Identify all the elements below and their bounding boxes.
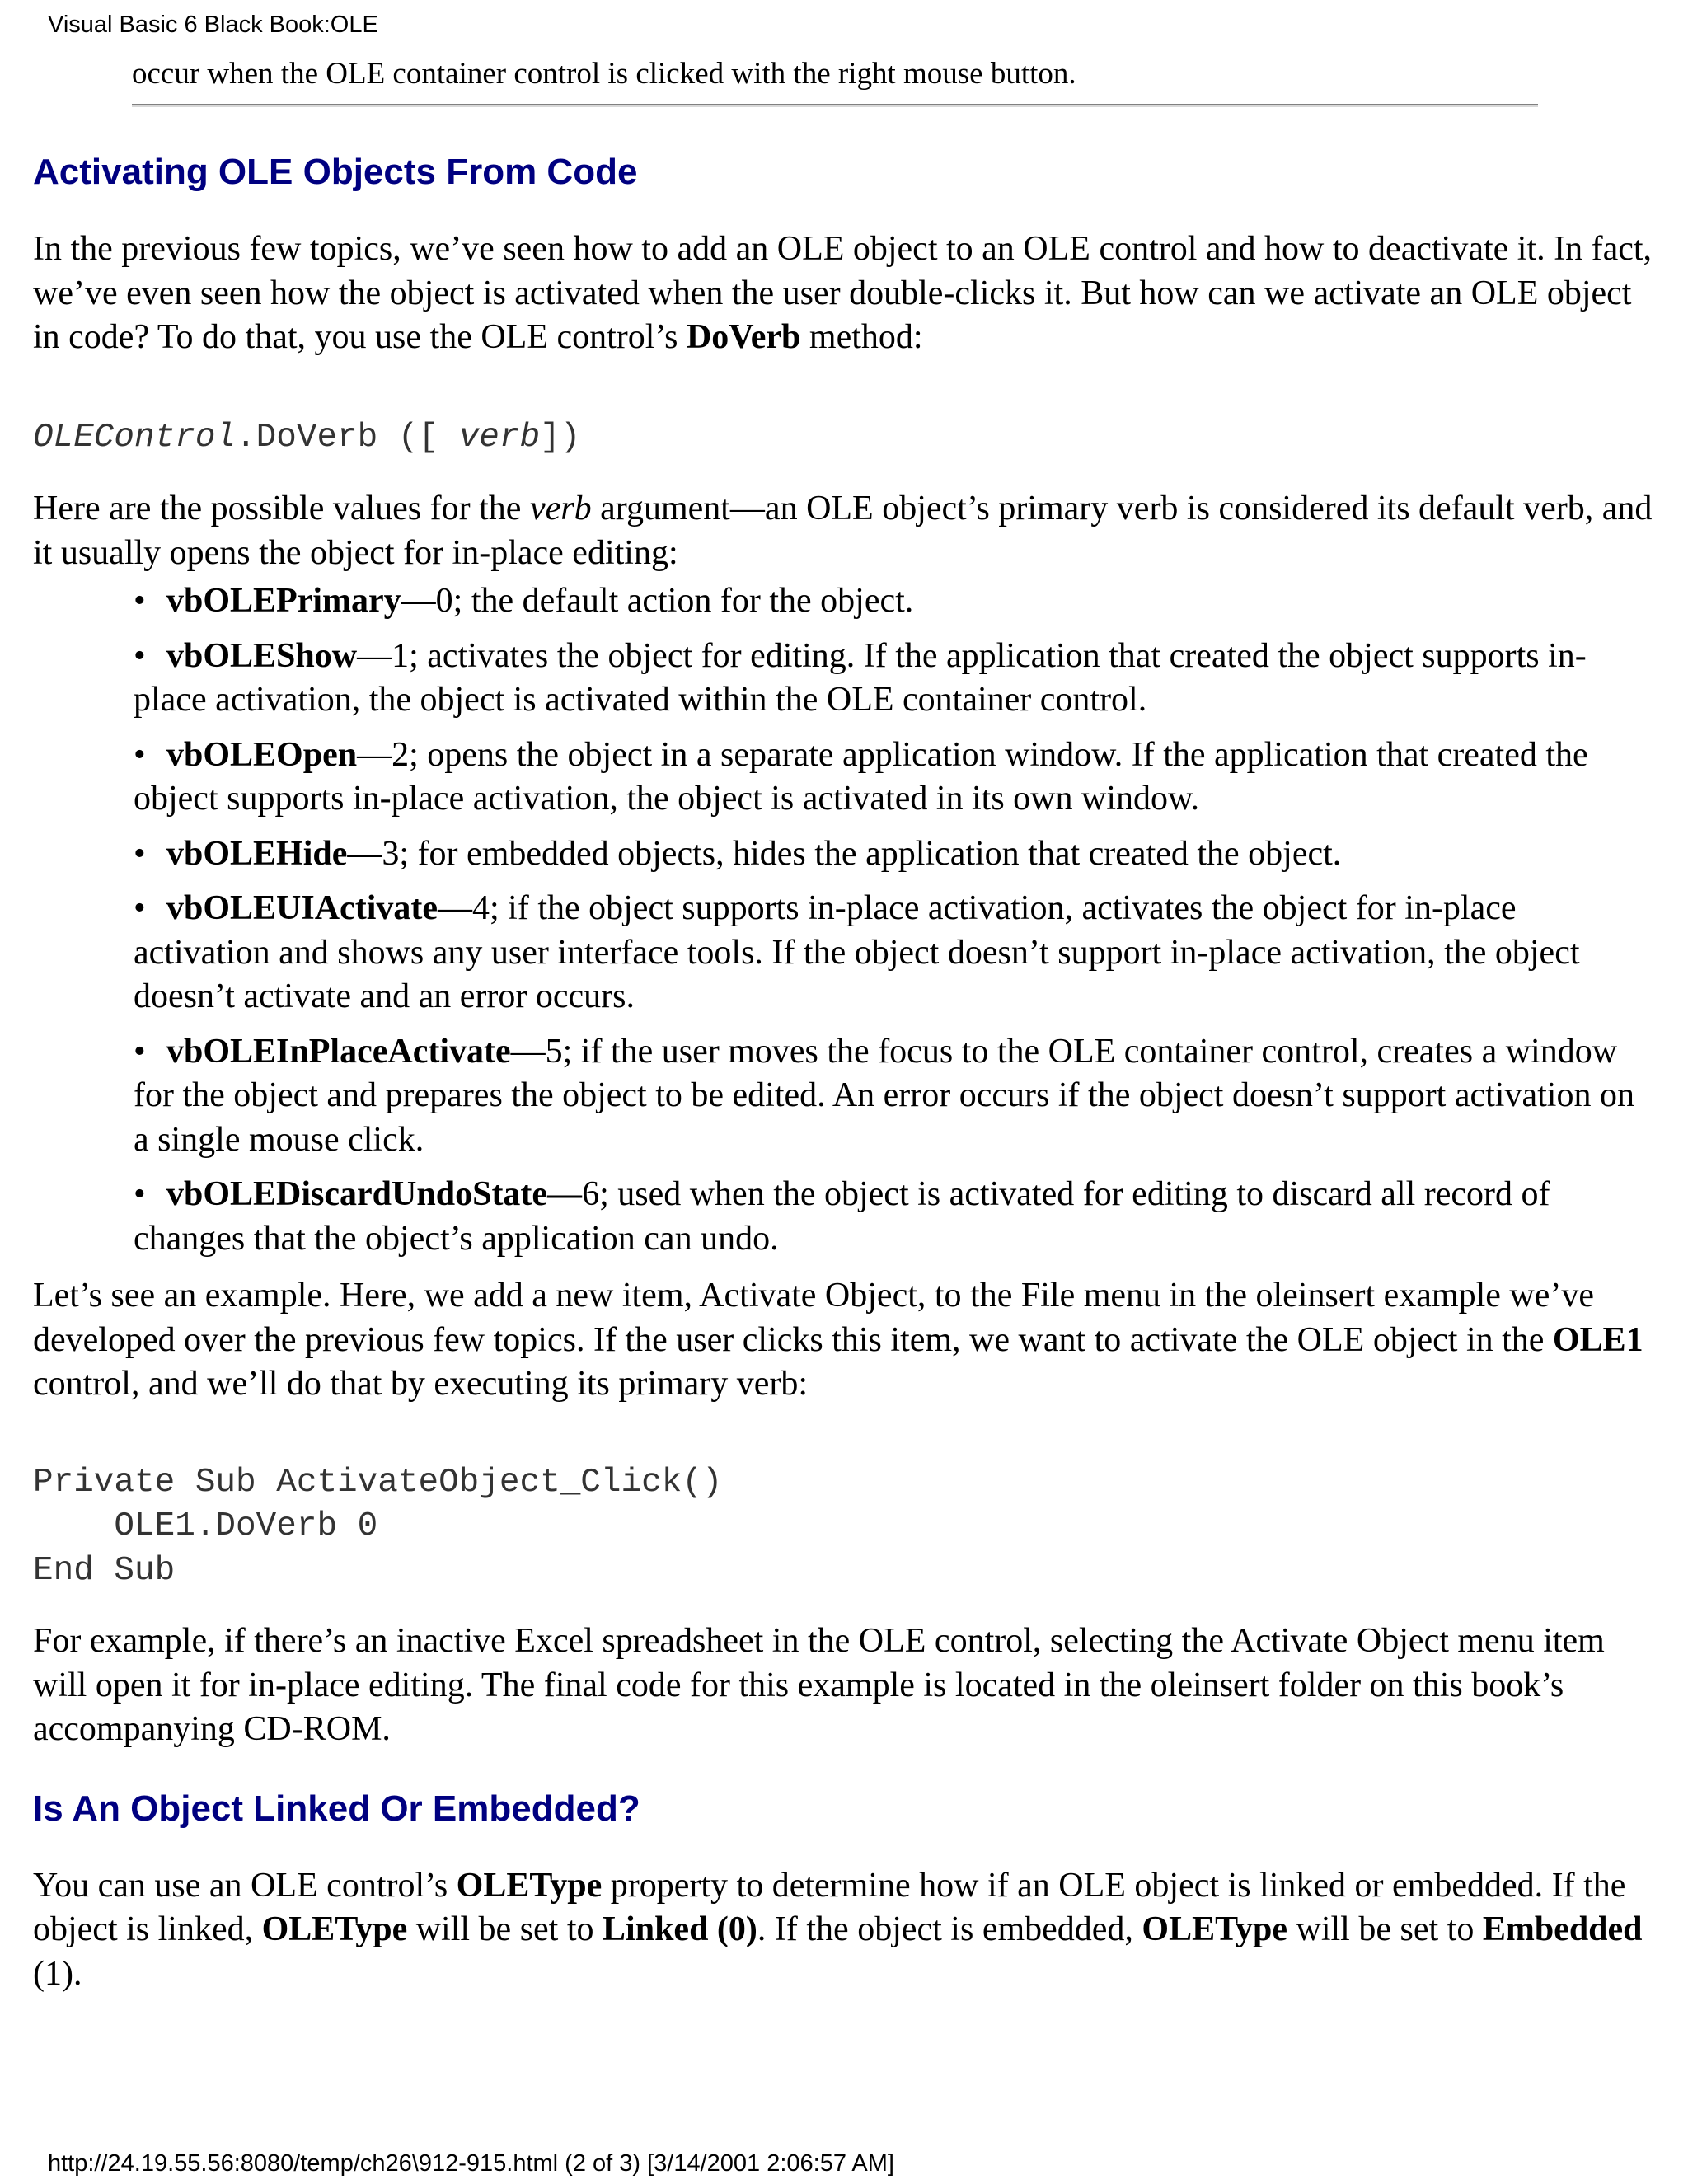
verb-intro-text-end: argument—an OLE object’s primary verb is considered its default verb, and it usually opens the object for in-place editing:	[33, 490, 1653, 572]
verb-name: vbOLEInPlaceActivate	[166, 1032, 511, 1071]
bullet: •	[134, 636, 146, 675]
verb-intro-paragraph	[33, 487, 1657, 575]
verb-desc: —0; the default action for the object.	[401, 582, 914, 620]
verb-intro-text: Here are the possible values for the	[33, 490, 530, 527]
list-item	[134, 832, 1657, 877]
bullet: •	[134, 735, 146, 774]
intro-text: In the previous few topics, we’ve seen how to add an OLE object to an OLE control and how to deactivate it. In fact, we’ve even seen how the object is activated when the user double-clicks it. But how can we activate an OLE object in code? To do that, you use the OLE control’s	[33, 230, 1653, 356]
closing-paragraph: For example, if there’s an inactive Excel spreadsheet in the OLE control, selecting the Activate Object menu item will open it for in-place editing. The final code for this example is located in the oleinsert folder on this book’s accompanying CD-ROM.	[33, 1622, 1605, 1748]
oletype-term: OLEType	[1142, 1910, 1288, 1948]
verb-name: vbOLEOpen	[166, 735, 358, 774]
verb-name: vbOLEShow	[166, 636, 358, 675]
syntax-method: .DoVerb ([	[236, 418, 459, 457]
verb-desc: —2; opens the object in a separate application window. If the application that created the object supports in-place activation, the object is activated in its own window.	[134, 735, 1588, 818]
oletype-text: . If the object is embedded,	[757, 1910, 1142, 1948]
verb-name: vbOLEHide	[166, 834, 348, 873]
verb-name: vbOLEDiscardUndoState—	[166, 1175, 583, 1213]
verb-desc: 6; used when the object is activated for editing to discard all record of changes that the object’s application can undo.	[134, 1175, 1550, 1258]
horizontal-rule	[132, 104, 1538, 107]
bullet: •	[134, 1032, 146, 1071]
list-item	[134, 1030, 1657, 1163]
oletype-text: will be set to	[407, 1910, 603, 1948]
continued-text: occur when the OLE container control is clicked with the right mouse button.	[132, 57, 1076, 91]
bullet: •	[134, 834, 146, 873]
list-item	[134, 635, 1657, 723]
oletype-text: (1).	[33, 1954, 82, 1993]
intro-paragraph	[33, 227, 1657, 360]
verb-desc: —5; if the user moves the focus to the OLE container control, creates a window for the object and prepares the object to be edited. An error occurs if the object doesn’t support activation on a single mouse click.	[134, 1032, 1634, 1159]
page-footer-url: http://24.19.55.56:8080/temp/ch26\912-915.html (2 of 3) [3/14/2001 2:06:57 AM]	[48, 2150, 894, 2177]
verb-desc: —3; for embedded objects, hides the application that created the object.	[347, 834, 1342, 873]
verb-list	[33, 579, 1657, 1261]
embedded-value: Embedded	[1482, 1910, 1643, 1948]
section-heading-activating: Activating OLE Objects From Code	[33, 152, 638, 192]
syntax-object: OLEControl	[33, 418, 237, 457]
oletype-text: You can use an OLE control’s	[33, 1866, 457, 1905]
verb-desc: —4; if the object supports in-place activation, activates the object for in-place activation and shows any user interface tools. If the object doesn’t support in-place activation, the object doesn’t activate and an error occurs.	[134, 889, 1580, 1015]
bullet: •	[134, 582, 146, 620]
intro-text-end: method:	[800, 318, 923, 356]
ole1-term: OLE1	[1552, 1320, 1643, 1359]
doverb-term: DoVerb	[686, 318, 801, 356]
main-content	[33, 150, 1657, 1996]
bullet: •	[134, 889, 146, 927]
oletype-text: property to determine how if an OLE object is linked or embedded. If the object is linked,	[33, 1866, 1626, 1948]
linked-value: Linked (0)	[603, 1910, 757, 1948]
oletype-paragraph	[33, 1864, 1657, 1997]
example-text: Let’s see an example. Here, we add a new item, Activate Object, to the File menu in the oleinsert example we’ve developed over the previous few topics. If the user clicks this item, we want to activate the OLE object in the	[33, 1277, 1594, 1359]
oletype-term: OLEType	[261, 1910, 408, 1948]
list-item	[134, 1173, 1657, 1261]
verb-name: vbOLEPrimary	[166, 582, 401, 620]
verb-name: vbOLEUIActivate	[166, 889, 438, 927]
list-item	[134, 733, 1657, 822]
verb-term: verb	[529, 490, 592, 527]
example-text-end: control, and we’ll do that by executing its primary verb:	[33, 1365, 809, 1403]
list-item	[134, 887, 1657, 1019]
section-heading-linked: Is An Object Linked Or Embedded?	[33, 1788, 640, 1829]
syntax-line	[33, 416, 1657, 461]
page-header: Visual Basic 6 Black Book:OLE	[48, 12, 378, 38]
verb-desc: —1; activates the object for editing. If the application that created the object supports in-place activation, the object is activated within the OLE container control.	[134, 636, 1587, 719]
bullet: •	[134, 1175, 146, 1213]
syntax-close: ])	[540, 418, 581, 457]
code-block: Private Sub ActivateObject_Click() OLE1.DoVerb 0 End Sub	[33, 1463, 723, 1590]
syntax-arg: verb	[458, 418, 541, 457]
list-item	[134, 579, 1657, 624]
oletype-term: OLEType	[456, 1866, 603, 1905]
oletype-text: will be set to	[1287, 1910, 1483, 1948]
example-paragraph	[33, 1274, 1657, 1407]
